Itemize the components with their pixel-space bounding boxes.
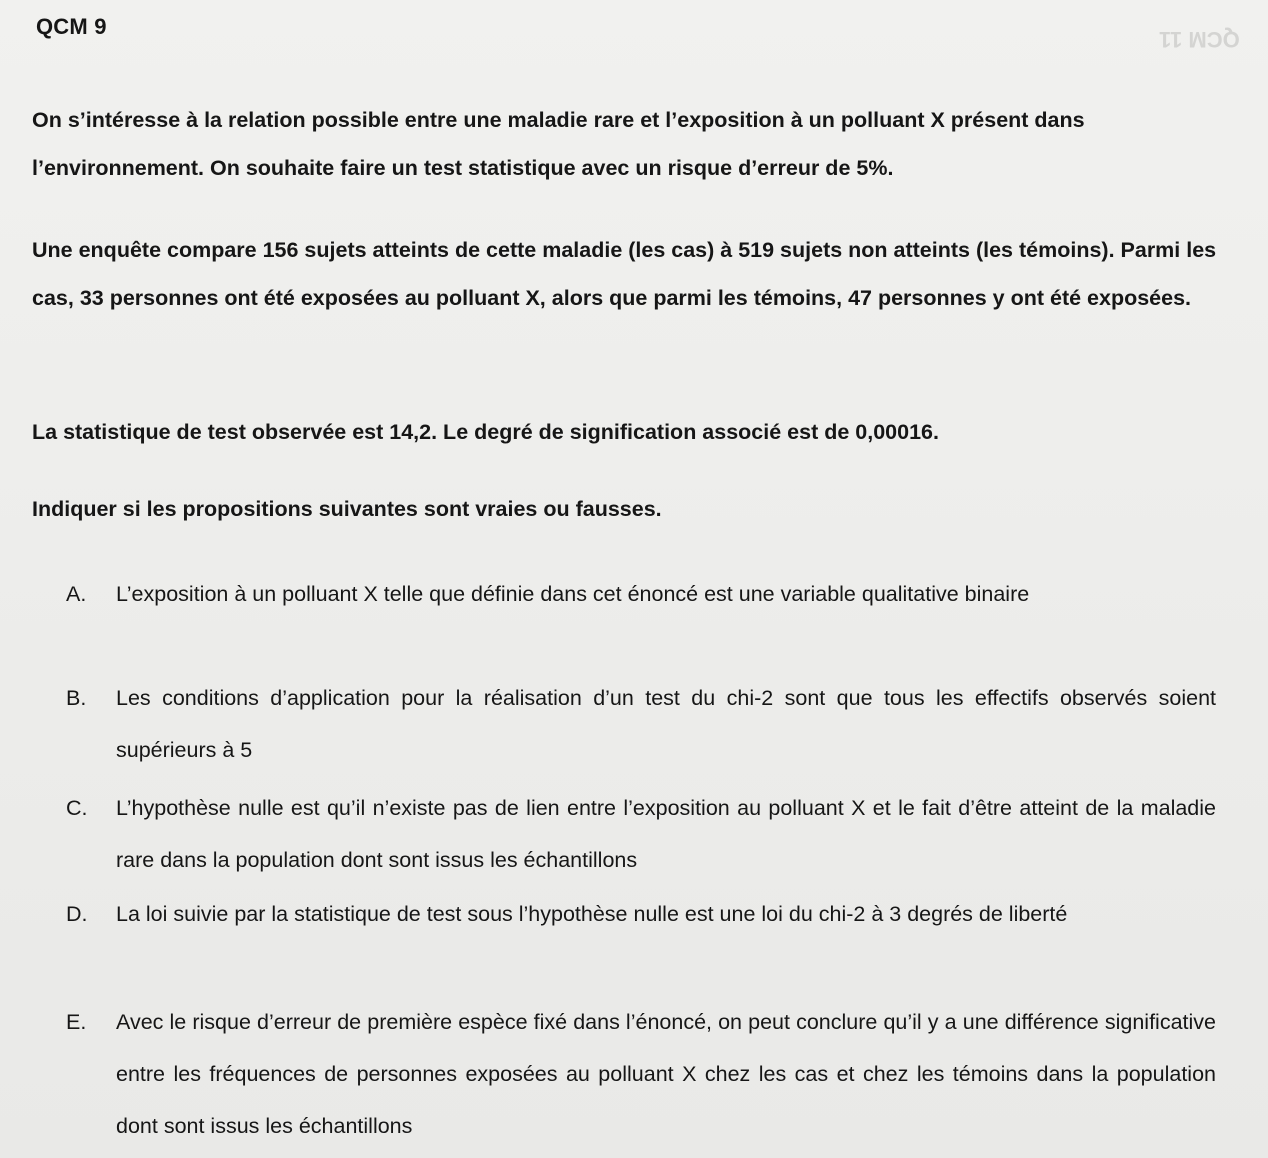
instruction-paragraph: Indiquer si les propositions suivantes sont vraies ou fausses. [32,497,662,521]
option-a [66,568,1216,620]
option-letter: B. [66,686,87,710]
option-letter: C. [66,796,88,820]
option-letter: A. [66,582,87,606]
option-text: Les conditions d’application pour la réalisation d’un test du chi-2 sont que tous les effectifs observés soient supérieurs à 5 [116,686,1216,762]
question-title: QCM 9 [36,14,107,39]
bleed-through-title: QCM 11 [1159,27,1240,52]
option-text: La loi suivie par la statistique de test sous l’hypothèse nulle est une loi du chi-2 à 3 degrés de liberté [116,902,1068,926]
option-text: Avec le risque d’erreur de première espèce fixé dans l’énoncé, on peut conclure qu’il y a une différence significative entre les fréquences de personnes exposées au polluant X chez les cas et chez les témoins dans la population dont sont issus les échantillons [116,1010,1216,1138]
option-d [66,888,1216,940]
option-e [66,996,1216,1152]
survey-paragraph: Une enquête compare 156 sujets atteints de cette maladie (les cas) à 519 sujets non atteints (les témoins). Parmi les cas, 33 personnes ont été exposées au polluant X, alors que parmi les témoins, 47 personnes y ont été exposées. [32,238,1217,310]
intro-paragraph: On s’intéresse à la relation possible entre une maladie rare et l’exposition à un polluant X présent dans l’environnement. On souhaite faire un test statistique avec un risque d’erreur de 5%. [32,108,1085,180]
option-c [66,782,1216,886]
option-letter: D. [66,902,88,926]
option-letter: E. [66,1010,87,1034]
option-text: L’exposition à un polluant X telle que définie dans cet énoncé est une variable qualitative binaire [116,582,1030,606]
option-text: L’hypothèse nulle est qu’il n’existe pas de lien entre l’exposition au polluant X et le fait d’être atteint de la maladie rare dans la population dont sont issus les échantillons [116,796,1216,872]
option-b [66,672,1216,776]
statistic-paragraph: La statistique de test observée est 14,2. Le degré de signification associé est de 0,00016. [32,420,939,444]
